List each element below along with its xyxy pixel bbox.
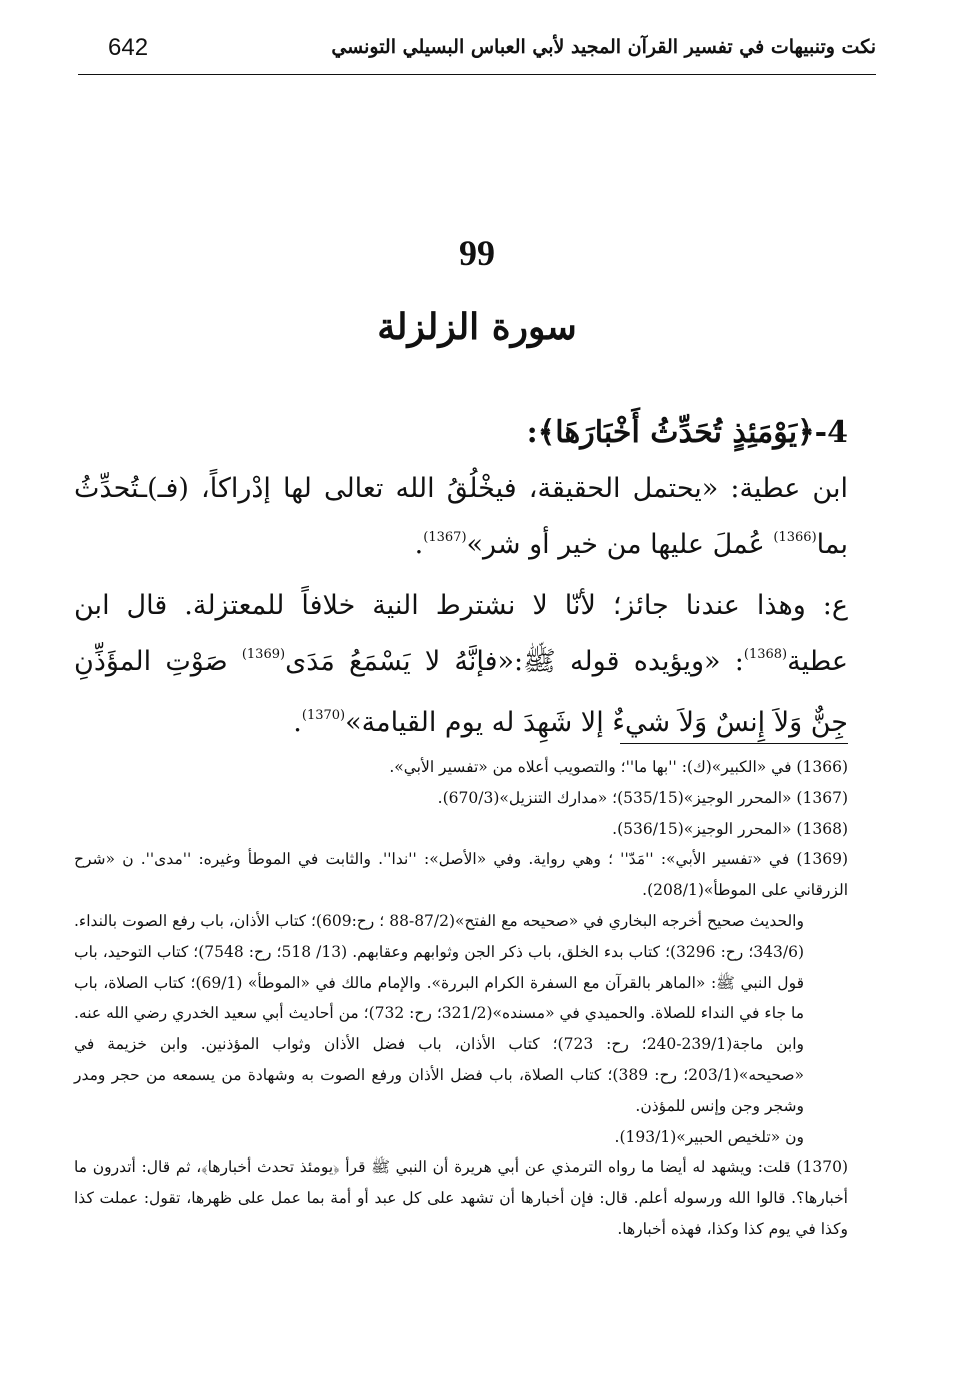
paragraph-text: . (293, 707, 302, 738)
footnote-divider (620, 743, 848, 744)
footnote-ref-1370[interactable]: (1370) (301, 708, 346, 723)
footnote-1367: (1367) «المحرر الوجيز»(535/15)؛ «مدارك التنزيل»(670/3). (437, 788, 848, 807)
paragraph-text: ع: وهذا عندنا جائز؛ لأنّا لا نشترط النية خلافاً للمعتزلة. قال ابن عطية (74, 590, 848, 677)
page-number: 642 (108, 34, 149, 61)
paragraph-text: . (414, 529, 424, 560)
footnote-1369: (1369) في «تفسير الأبي»: ''مَدّ'' ؛ وهي رواية. وفي «الأصل»: ''ندا''. والثابت في الموطأ وغيره: ''مدى''. ن «شرح الزرقاني على الموطأ»(208/1). (74, 850, 848, 900)
footnote-ref-1366[interactable]: (1366) (773, 530, 817, 545)
surah-number: 99 (459, 233, 495, 273)
footnote-1369-reference: ون «تلخيص الحبير»(193/1). (614, 1127, 804, 1146)
footnote-ref-1367[interactable]: (1367) (423, 530, 467, 545)
footnote-1369-hadith: والحديث صحيح أخرجه البخاري في «صحيحه مع الفتح»(87/2-88 ؛ رح:609)؛ كتاب الأذان، باب رفع الصوت بالنداء. (343/6؛ رح: 3296)؛ كتاب بدء الخلق، باب ذكر الجن وثوابهم وعقابهم. (13/ 518؛ رح: 7548)؛ كتاب التوحيد، باب قول النبي ﷺ: «الماهر بالقرآن مع السفرة الكرام البررة». والإمام مالك في «الموطأ» (69/1)؛ كتاب الصلاة، باب ما جاء في النداء للصلاة. والحميدي في «مسنده»(321/2؛ رح: 732)؛ من أحاديث أبي سعيد الخدري رضي الله عنه. وابن ماجة(239/1-240؛ رح: 723)؛ كتاب الأذان، باب فضل الأذان وثواب المؤذنين. وابن خزيمة في «صحيحه»(203/1؛ رح: 389)؛ كتاب الصلاة، باب فضل الأذان ورفع الصوت به وشهادة من يسمعه من حجر ومدر وشجر وجن وإنس للمؤذن. (74, 911, 805, 1115)
footnotes (74, 752, 848, 1245)
footnote-1370: (1370) قلت: ويشهد له أيضا ما رواه الترمذي عن أبي هريرة أن النبي ﷺ قرأ ﴿يومئذ تحدث أخبارها﴾، ثم قال: أتدرون ما أخبارها؟. قالوا الله ورسوله أعلم. قال: فإن أخبارها أن تشهد على كل عبد أو أمة بما عمل على ظهرها، تقول: عملت كذا وكذا في يوم كذا وكذا، فهذه أخبارها. (74, 1158, 848, 1238)
footnote-ref-1369[interactable]: (1369) (241, 647, 286, 662)
footnote-ref-1368[interactable]: (1368) (743, 647, 788, 662)
running-title: نكت وتنبيهات في تفسير القرآن المجيد لأبي العباس البسيلي التونسي (331, 36, 876, 58)
running-header (78, 30, 876, 75)
paragraph-text: ابن عطية: «يحتمل الحقيقة، فيخْلُقُ الله تعالى لها إدْراكاً، (فـ)ـتُحدِّثُ بما (74, 473, 848, 560)
verse-heading: 4-﴿يَوْمَئِذٍ تُحَدِّثُ أَخْبَارَهَا﴾: (526, 415, 848, 450)
paragraph-ibn-atiyya (74, 461, 848, 578)
footnote-1368: (1368) «المحرر الوجيز»(536/15). (612, 819, 848, 838)
paragraph-commentary (74, 578, 848, 756)
surah-name: سورة الزلزلة (377, 306, 577, 348)
paragraph-text: صَوْتِ المؤَذِّنِ جِنٌّ وَلاَ إِنسٌ وَلاَ شيءٌ إلا شَهِدَ له يوم القيامة» (74, 646, 848, 738)
main-text (74, 405, 848, 756)
paragraph-text: : «ويؤيده قوله ﷺ:«فإنَّهُ لا يَسْمَعُ مَدَى (285, 646, 744, 677)
paragraph-text: عُملَ عليها من خير أو شر» (466, 529, 774, 560)
footnote-1366: (1366) في «الكبير»(ك): ''بها ما''؛ والتصويب أعلاه من «تفسير الأبي». (389, 758, 848, 776)
